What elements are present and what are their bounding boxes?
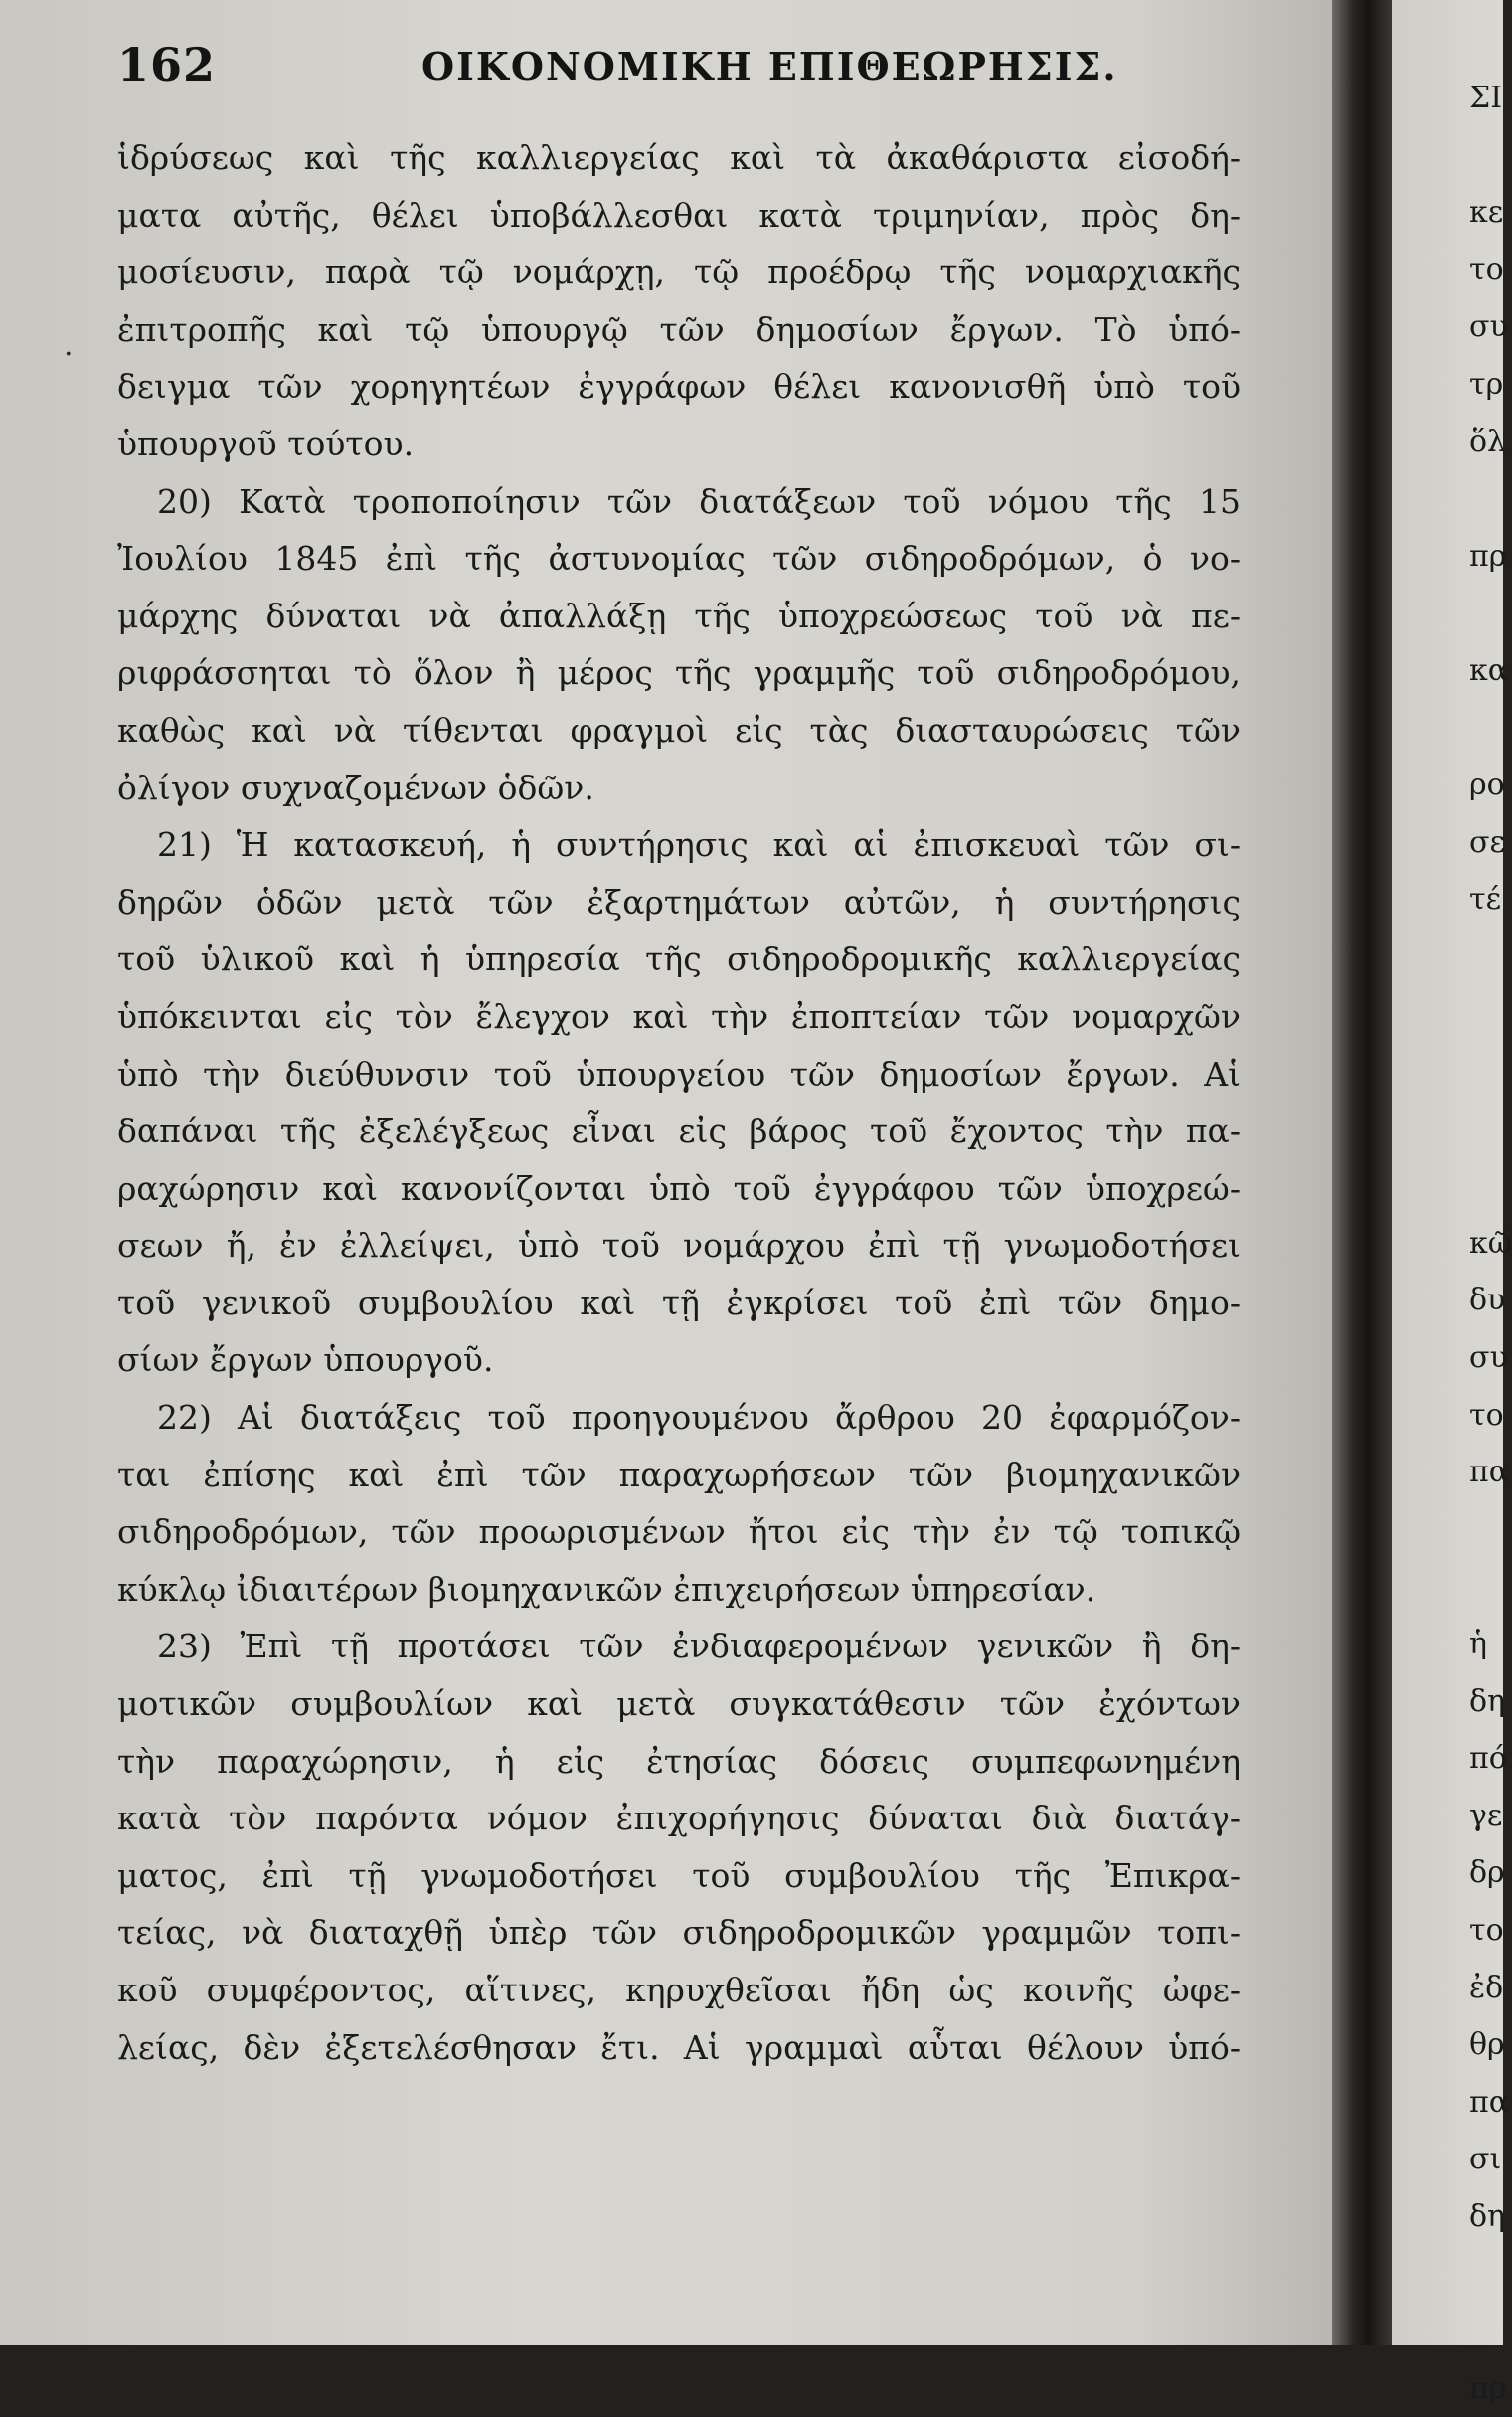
facing-page-fragment: δη	[1469, 2198, 1506, 2234]
text-line: κύκλῳ ἰδιαιτέρων βιομηχανικῶν ἐπιχειρήσεων ὑπηρεσίαν.	[117, 1569, 1096, 1609]
text-line: τοῦ γενικοῦ συμβουλίου καὶ τῇ ἐγκρίσει τοῦ ἐπὶ τῶν δημο-	[117, 1283, 1241, 1322]
facing-page-fragment: σε	[1469, 824, 1506, 860]
text-line: δηρῶν ὁδῶν μετὰ τῶν ἐξαρτημάτων αὐτῶν, ἡ συντήρησις	[117, 882, 1241, 922]
facing-page-fragment	[1469, 127, 1509, 185]
text-line: ματα αὐτῆς, θέλει ὑποβάλλεσθαι κατὰ τριμηνίαν, πρὸς δη-	[117, 195, 1241, 235]
text-line: δειγμα τῶν χορηγητέων ἐγγράφων θέλει κανονισθῆ ὑπὸ τοῦ	[117, 367, 1241, 407]
facing-page-fragment: πρ	[1469, 2370, 1507, 2406]
facing-page-fragment	[1469, 929, 1509, 986]
text-line: ται ἐπίσης καὶ ἐπὶ τῶν παραχωρήσεων τῶν βιομηχανικῶν	[117, 1455, 1241, 1494]
page-number: 162	[117, 38, 217, 91]
facing-page-fragment: το	[1469, 1397, 1504, 1433]
text-line: Ἰουλίου 1845 ἐπὶ τῆς ἀστυνομίας τῶν σιδηροδρόμων, ὁ νο-	[117, 539, 1241, 579]
text-line: τείας, νὰ διαταχθῇ ὑπὲρ τῶν σιδηροδρομικῶν γραμμῶν τοπι-	[117, 1913, 1241, 1953]
facing-page-fragment: σι	[1469, 2142, 1502, 2177]
facing-page-fragment: το	[1469, 252, 1504, 287]
text-line: κατὰ τὸν παρόντα νόμον ἐπιχορήγησις δύναται διὰ διατάγ-	[117, 1799, 1241, 1838]
facing-page-fragment: το	[1469, 1913, 1504, 1948]
text-line: λείας, δὲν ἐξετελέσθησαν ἔτι. Αἱ γραμμαὶ αὗται θέλουν ὑπό-	[117, 2027, 1241, 2067]
text-line: ματος, ἐπὶ τῇ γνωμοδοτήσει τοῦ συμβουλίου τῆς Ἐπικρα-	[117, 1855, 1241, 1895]
text-line: καθὼς καὶ νὰ τίθενται φραγμοὶ εἰς τὰς διασταυρώσεις τῶν	[117, 710, 1241, 750]
facing-page-fragment: πα	[1469, 1455, 1509, 1490]
text-line: ὑπουργοῦ τούτου.	[117, 424, 415, 463]
paragraph-22-start: 22) Αἱ διατάξεις τοῦ προηγουμένου ἄρθρου 20 ἐφαρμόζον-	[157, 1398, 1241, 1438]
facing-page-fragment: γε	[1469, 1798, 1503, 1833]
facing-page-fragment: κε	[1469, 195, 1504, 231]
facing-page-fragment: πό	[1469, 1741, 1507, 1777]
facing-page-fragment: πα	[1469, 2084, 1509, 2120]
facing-page-fragment: ρο	[1469, 768, 1505, 803]
facing-page-fragment: τρ	[1469, 366, 1504, 402]
text-line: ὑπὸ τὴν διεύθυνσιν τοῦ ὑπουργείου τῶν δημοσίων ἔργων. Αἱ	[117, 1054, 1241, 1094]
facing-page-fragment: συ	[1469, 1340, 1508, 1376]
text-line: ραχώρησιν καὶ κανονίζονται ὑπὸ τοῦ ἐγγράφου τῶν ὑποχρεώ-	[117, 1168, 1241, 1208]
text-line: δαπάναι τῆς ἐξελέγξεως εἶναι εἰς βάρος τοῦ ἔχοντος τὴν πα-	[117, 1112, 1241, 1151]
paragraph-23-start: 23) Ἐπὶ τῇ προτάσει τῶν ἐνδιαφερομένων γενικῶν ἢ δη-	[157, 1627, 1241, 1666]
facing-page-fragment: κα	[1469, 652, 1509, 688]
text-line: μάρχης δύναται νὰ ἀπαλλάξῃ τῆς ὑποχρεώσεως τοῦ νὰ πε-	[117, 596, 1241, 635]
facing-page-fragment: ἡ	[1469, 1627, 1487, 1662]
text-line: κοῦ συμφέροντος, αἵτινες, κηρυχθεῖσαι ἤδη ὡς κοινῆς ὠφε-	[117, 1971, 1241, 2009]
facing-page-fragment: ὅλ	[1469, 424, 1507, 459]
text-line: σεων ἤ, ἐν ἐλλείψει, ὑπὸ τοῦ νομάρχου ἐπὶ τῇ γνωμοδοτήσει	[117, 1226, 1241, 1266]
text-line: ριφράσσηται τὸ ὅλον ἢ μέρος τῆς γραμμῆς τοῦ σιδηροδρόμου,	[117, 653, 1241, 693]
paragraph-20-start: 20) Κατὰ τροποποίησιν τῶν διατάξεων τοῦ νόμου τῆς 15	[157, 481, 1241, 521]
page-header	[117, 38, 1211, 97]
facing-page-fragment: πρ	[1469, 538, 1507, 574]
text-line: μοτικῶν συμβουλίων καὶ μετὰ συγκατάθεσιν τῶν ἐχόντων	[117, 1684, 1241, 1724]
facing-page-fragment: τέ	[1469, 882, 1502, 918]
facing-page-fragment	[1469, 1157, 1509, 1215]
facing-page-fragment: ΣΙ	[1469, 81, 1503, 115]
facing-page-fragment: ἐδ	[1469, 1970, 1504, 2005]
facing-page-fragment	[1469, 470, 1509, 528]
body-text	[117, 129, 1241, 2076]
text-line: τὴν παραχώρησιν, ἡ εἰς ἐτησίας δόσεις συμπεφωνημένη	[117, 1741, 1241, 1781]
facing-page-fragment: δρ	[1469, 1855, 1505, 1891]
facing-page-fragment: κῶ	[1469, 1225, 1512, 1261]
facing-page-fragment	[1469, 2246, 1509, 2304]
facing-page-fragment	[1469, 1101, 1509, 1158]
book-gutter	[1332, 0, 1392, 2345]
facing-page-text	[1469, 70, 1512, 2417]
facing-page-fragment	[1469, 2303, 1509, 2360]
running-title: ΟΙΚΟΝΟΜΙΚΗ ΕΠΙΘΕΩΡΗΣΙΣ.	[421, 44, 1118, 88]
facing-page-fragment	[1469, 585, 1509, 642]
paragraph-21-start: 21) Ἡ κατασκευή, ἡ συντήρησις καὶ αἱ ἐπισκευαὶ τῶν σι-	[157, 825, 1241, 865]
text-line: ἐπιτροπῆς καὶ τῷ ὑπουργῷ τῶν δημοσίων ἔργων. Τὸ ὑπό-	[117, 309, 1241, 349]
facing-page-fragment	[1469, 700, 1509, 758]
facing-page-fragment	[1469, 1501, 1509, 1559]
facing-page-fragment	[1469, 1043, 1509, 1101]
text-line: ὀλίγον συχναζομένων ὁδῶν.	[117, 768, 594, 807]
facing-page-fragment: δη	[1469, 1683, 1506, 1719]
text-line: ἱδρύσεως καὶ τῆς καλλιεργείας καὶ τὰ ἀκαθάριστα εἰσοδή-	[117, 138, 1241, 177]
text-line: μοσίευσιν, παρὰ τῷ νομάρχῃ, τῷ προέδρῳ τῆς νομαρχιακῆς	[117, 253, 1241, 292]
text-line: σιδηροδρόμων, τῶν προωρισμένων ἤτοι εἰς τὴν ἐν τῷ τοπικῷ	[117, 1512, 1241, 1552]
facing-page-fragment	[1469, 986, 1509, 1044]
facing-page-fragment: θρ	[1469, 2027, 1505, 2063]
margin-mark: .	[64, 328, 74, 363]
text-line: ὑπόκεινται εἰς τὸν ἔλεγχον καὶ τὴν ἐποπτείαν τῶν νομαρχῶν	[117, 996, 1241, 1036]
text-line: τοῦ ὑλικοῦ καὶ ἡ ὑπηρεσία τῆς σιδηροδρομικῆς καλλιεργείας	[117, 940, 1241, 979]
facing-page-fragment	[1469, 1558, 1509, 1616]
facing-page-fragment: συ	[1469, 309, 1508, 345]
text-line: σίων ἔργων ὑπουργοῦ.	[117, 1340, 494, 1380]
facing-page-fragment: δυ	[1469, 1283, 1506, 1318]
